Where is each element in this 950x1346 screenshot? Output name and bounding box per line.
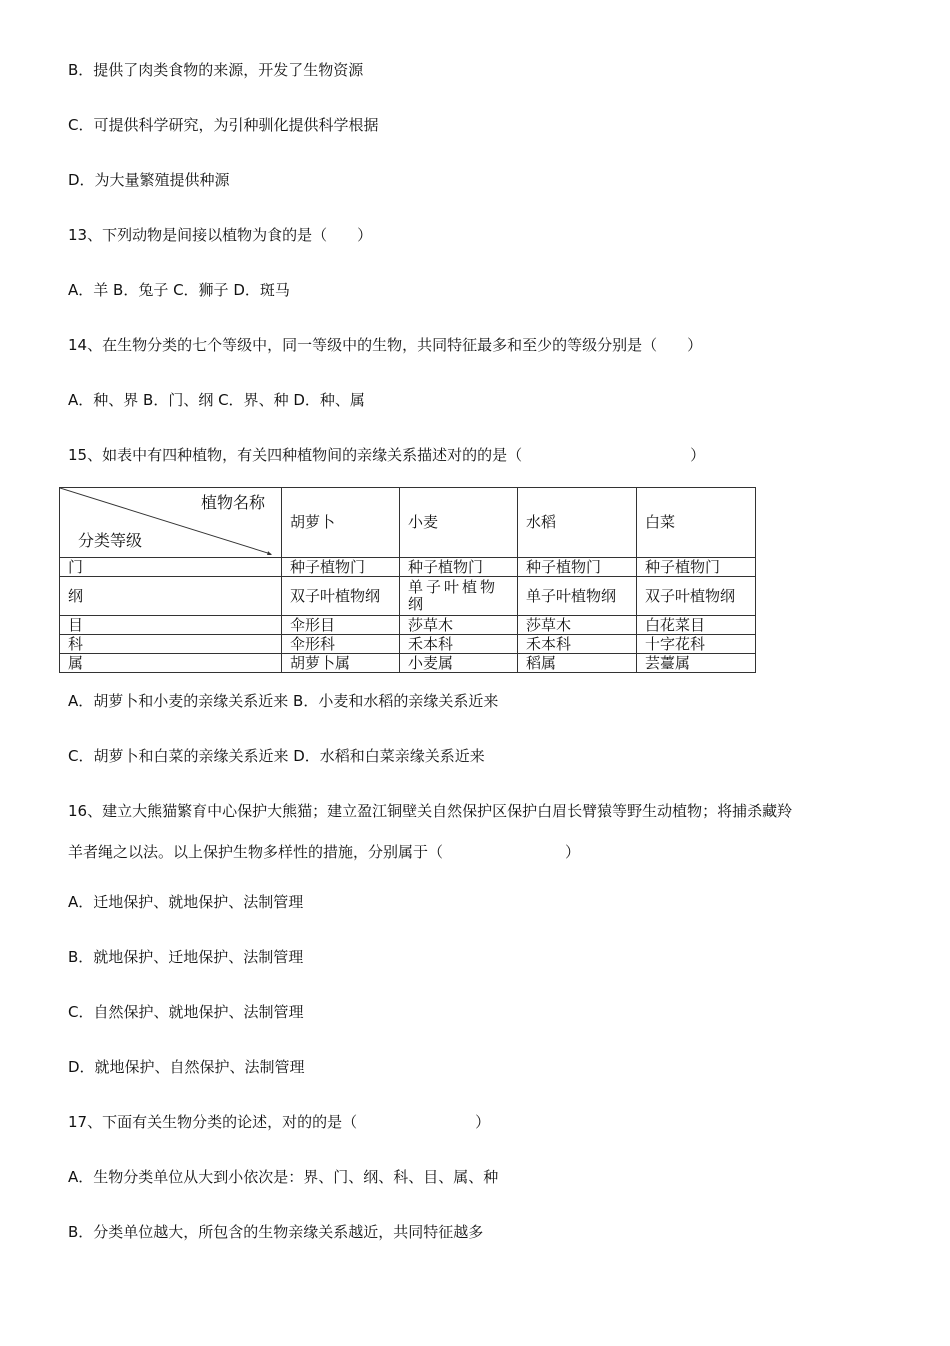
question-15	[68, 445, 705, 465]
table-row	[60, 654, 756, 673]
rank-cell: 门	[60, 558, 282, 577]
table-cell: 双子叶植物纲	[282, 577, 400, 616]
header-plant-name: 植物名称	[200, 493, 265, 512]
question-14: 14、在生物分类的七个等级中，同一等级中的生物，共同特征最多和至少的等级分别是（ ）	[68, 336, 703, 354]
rank-cell: 目	[60, 616, 282, 635]
table-cell: 十字花科	[637, 635, 756, 654]
question-15-close-paren: ）	[690, 446, 706, 464]
table-cell: 单子叶植物纲	[400, 577, 518, 616]
table-cell: 芸薹属	[637, 654, 756, 673]
question-17-text: 17、下面有关生物分类的论述，对的的是（	[68, 1113, 358, 1131]
question-16-option-a: A．迁地保护、就地保护、法制管理	[68, 893, 304, 911]
table-cell: 胡萝卜属	[282, 654, 400, 673]
table-header-row	[60, 488, 756, 558]
table-row	[60, 616, 756, 635]
question-14-options: A．种、界 B．门、纲 C．界、种 D．种、属	[68, 391, 365, 409]
option-c-text: C．可提供科学研究，为引种驯化提供科学根据	[68, 116, 379, 134]
question-16-text: 羊者绳之以法。以上保护生物多样性的措施，分别属于（	[68, 843, 444, 861]
table-cell: 禾本科	[400, 635, 518, 654]
question-13: 13、下列动物是间接以植物为食的是（ ）	[68, 226, 373, 244]
question-15-options-cd: C．胡萝卜和白菜的亲缘关系近来 D．水稻和白菜亲缘关系近来	[68, 747, 485, 765]
table-cell: 禾本科	[518, 635, 637, 654]
question-17-close-paren: ）	[475, 1113, 491, 1131]
table-cell: 莎草木	[518, 616, 637, 635]
table-cell: 小麦属	[400, 654, 518, 673]
question-16-option-d: D．就地保护、自然保护、法制管理	[68, 1058, 305, 1076]
classification-table	[59, 487, 756, 673]
question-15-text: 15、如表中有四种植物，有关四种植物间的亲缘关系描述对的的是（	[68, 446, 523, 464]
table-row	[60, 635, 756, 654]
header-plant-rice: 水稻	[518, 488, 637, 558]
question-15-options-ab: A．胡萝卜和小麦的亲缘关系近来 B．小麦和水稻的亲缘关系近来	[68, 692, 499, 710]
table-cell: 伞形目	[282, 616, 400, 635]
table-cell: 伞形科	[282, 635, 400, 654]
table-cell: 种子植物门	[518, 558, 637, 577]
option-b-text: B．提供了肉类食物的来源，开发了生物资源	[68, 61, 364, 79]
question-16-option-c: C．自然保护、就地保护、法制管理	[68, 1003, 304, 1021]
table-cell: 单子叶植物纲	[518, 577, 637, 616]
table-row	[60, 577, 756, 616]
question-16-option-b: B．就地保护、迁地保护、法制管理	[68, 948, 304, 966]
table-row	[60, 558, 756, 577]
question-17-option-a: A．生物分类单位从大到小依次是：界、门、纲、科、目、属、种	[68, 1168, 499, 1186]
table-corner-header	[60, 488, 282, 558]
table-cell: 双子叶植物纲	[637, 577, 756, 616]
header-plant-cabbage: 白菜	[637, 488, 756, 558]
question-13-options: A．羊 B．兔子 C．狮子 D．斑马	[68, 281, 290, 299]
table-cell: 白花菜目	[637, 616, 756, 635]
question-16-close-paren: ）	[565, 843, 581, 861]
table-cell: 种子植物门	[400, 558, 518, 577]
question-17-option-b: B．分类单位越大，所包含的生物亲缘关系越近，共同特征越多	[68, 1223, 484, 1241]
table-cell: 种子植物门	[637, 558, 756, 577]
option-d-text: D．为大量繁殖提供种源	[68, 171, 230, 189]
header-rank: 分类等级	[78, 531, 143, 550]
header-plant-carrot: 胡萝卜	[282, 488, 400, 558]
table-cell: 种子植物门	[282, 558, 400, 577]
rank-cell: 科	[60, 635, 282, 654]
table-cell: 稻属	[518, 654, 637, 673]
rank-cell: 纲	[60, 577, 282, 616]
question-16-line-1: 16、建立大熊猫繁育中心保护大熊猫；建立盈江铜壁关自然保护区保护白眉长臂猿等野生动植物；将捕杀藏羚	[68, 802, 793, 820]
question-16-line-2	[68, 842, 580, 862]
question-17	[68, 1112, 490, 1132]
header-plant-wheat: 小麦	[400, 488, 518, 558]
rank-cell: 属	[60, 654, 282, 673]
table-cell: 莎草木	[400, 616, 518, 635]
